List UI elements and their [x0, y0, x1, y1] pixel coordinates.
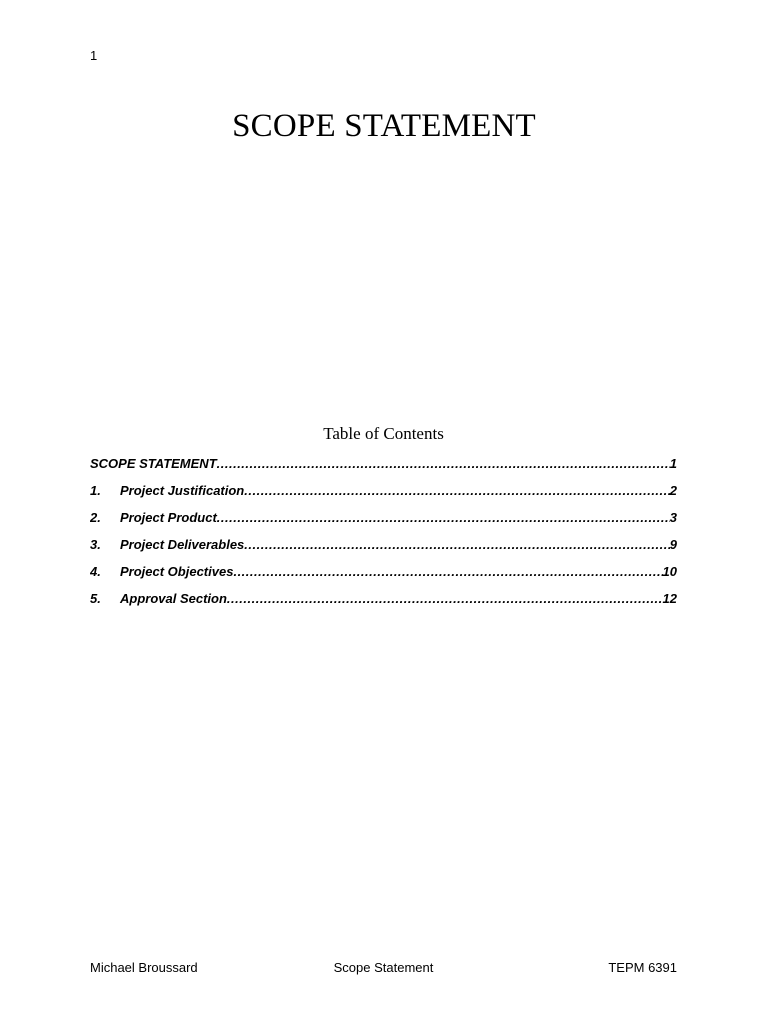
- toc-entry-number: 2.: [90, 510, 101, 525]
- toc-entry-label: Project Deliverables: [120, 537, 245, 552]
- toc-entry-page: 3: [669, 510, 677, 525]
- footer-author: Michael Broussard: [90, 960, 198, 975]
- toc-dot-leader: [233, 564, 662, 579]
- toc-entry-scope-statement[interactable]: [90, 456, 677, 483]
- table-of-contents: [90, 424, 677, 618]
- toc-dot-leader: [217, 510, 670, 525]
- toc-entry-page: 9: [669, 537, 677, 552]
- toc-entry-label: Project Justification: [120, 483, 245, 498]
- toc-entry-project-objectives[interactable]: [90, 564, 677, 591]
- toc-entry-label: SCOPE STATEMENT: [90, 456, 217, 471]
- toc-entry-label: Project Objectives: [120, 564, 234, 579]
- toc-entry-page: 12: [662, 591, 677, 606]
- footer-document-name: Scope Statement: [333, 960, 434, 975]
- toc-entry-page: 1: [669, 456, 677, 471]
- toc-entry-approval-section[interactable]: [90, 591, 677, 618]
- toc-entry-page: 10: [662, 564, 677, 579]
- toc-dot-leader: [217, 456, 670, 471]
- toc-entry-number: 3.: [90, 537, 101, 552]
- toc-dot-leader: [244, 483, 670, 498]
- toc-entry-project-deliverables[interactable]: [90, 537, 677, 564]
- toc-entry-number: 5.: [90, 591, 101, 606]
- toc-entry-number: 4.: [90, 564, 101, 579]
- document-title: SCOPE STATEMENT: [232, 108, 536, 144]
- toc-entry-project-product[interactable]: [90, 510, 677, 537]
- toc-heading: Table of Contents: [323, 424, 444, 443]
- toc-dot-leader: [244, 537, 669, 552]
- footer-course-code: TEPM 6391: [608, 960, 677, 975]
- toc-dot-leader: [227, 591, 663, 606]
- toc-list: [90, 456, 677, 618]
- toc-entry-project-justification[interactable]: [90, 483, 677, 510]
- toc-entry-number: 1.: [90, 483, 101, 498]
- toc-entry-label: Project Product: [120, 510, 217, 525]
- toc-entry-page: 2: [669, 483, 677, 498]
- page-number: 1: [90, 48, 98, 63]
- toc-entry-label: Approval Section: [120, 591, 227, 606]
